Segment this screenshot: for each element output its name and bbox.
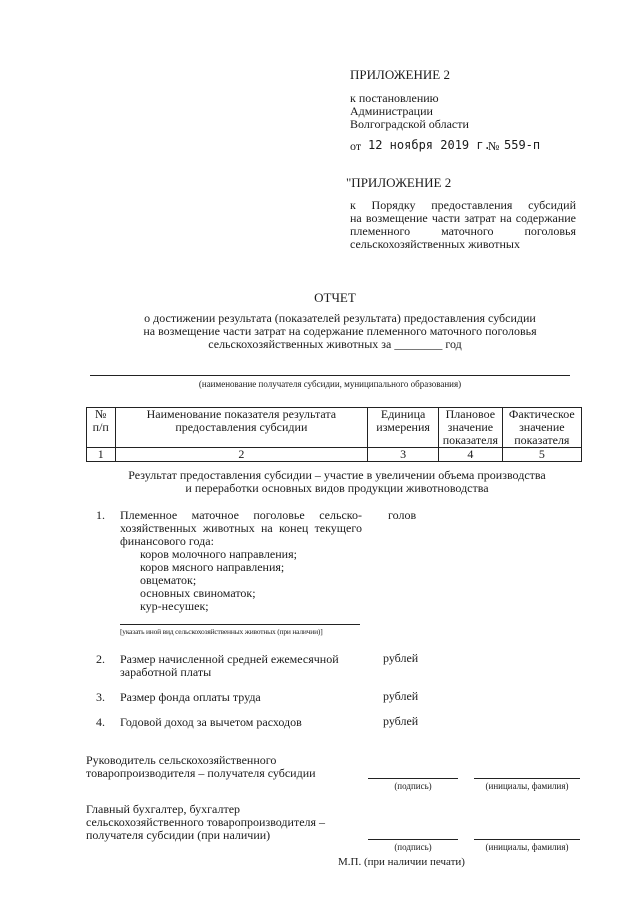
item-number: 2. [96,652,105,666]
order-line-2: на возмещение части затрат на содержание [350,211,576,225]
sub-item: кур-несушек; [140,599,209,613]
table-header-row [87,408,582,448]
item-unit: голов [388,508,417,522]
resolution-line-3: Волгоградской области [350,117,469,131]
recipient-caption: (наименование получателя субсидии, муниципального образования) [198,379,462,389]
item-text-line: Размер начисленной средней ежемесячной [120,652,339,666]
accountant-signature-line [368,839,458,840]
order-line-3: племенного маточного поголовья [350,224,576,238]
result-line-1: Результат предоставления субсидии – участие в увеличении объема производства [128,468,546,482]
item-text-line: хозяйственных животных на конец текущего [120,521,362,535]
item-number: 1. [96,508,105,522]
table-col-number: 4 [439,448,503,462]
report-subtitle-line-3: сельскохозяйственных животных за ________ год [208,337,462,351]
accountant-signature-caption: (подпись) [394,842,432,852]
accountant-name-line [474,839,580,840]
seal-note: М.П. (при наличии печати) [338,856,465,868]
number-prefix: № [488,139,500,153]
accountant-line-1: Главный бухгалтер, бухгалтер [86,802,241,816]
item-number: 4. [96,715,105,729]
table-header-planned: Плановое значение показателя [439,408,503,448]
report-subtitle-line-2: на возмещение части затрат на содержание племенного маточного поголовья [143,324,537,338]
report-subtitle-line-1: о достижении результата (показателей результата) предоставления субсидии [144,311,536,325]
table-col-number: 2 [115,448,368,462]
sub-item: основных свиноматок; [140,586,256,600]
accountant-name-caption: (инициалы, фамилия) [485,842,569,852]
other-animal-note: [указать иной вид сельскохозяйственных животных (при наличии)] [120,627,323,636]
item-text-line: Годовой доход за вычетом расходов [120,715,302,729]
table-col-number: 1 [87,448,116,462]
head-signatory-line-1: Руководитель сельскохозяйственного [86,753,277,767]
number-value: 559-п [504,138,541,152]
other-animal-line [120,624,360,625]
table-header-number: № п/п [87,408,116,448]
resolution-line-2: Администрации [350,104,433,118]
report-title: ОТЧЕТ [314,290,356,305]
table-col-number: 3 [368,448,439,462]
date-prefix: от [350,139,362,153]
head-signature-line [368,778,458,779]
table-number-row [87,448,582,462]
appendix-title: ПРИЛОЖЕНИЕ 2 [350,67,450,82]
indicator-table [86,407,582,462]
table-header-unit: Единица измерения [368,408,439,448]
accountant-line-3: получателя субсидии (при наличии) [86,828,271,842]
date-value: 12 ноября 2019 г. [368,138,491,152]
item-number: 3. [96,690,105,704]
head-name-line [474,778,580,779]
item-unit: рублей [383,651,419,665]
sub-item: коров молочного направления; [140,547,297,561]
item-text-line: Племенное маточное поголовье сельско- [120,508,362,522]
item-text-line: заработной платы [120,665,212,679]
table-header-actual: Фактическое значение показателя [502,408,581,448]
table-col-number: 5 [502,448,581,462]
order-line-1: к Порядку предоставления субсидий [350,198,576,212]
item-unit: рублей [383,689,419,703]
order-line-4: сельскохозяйственных животных [350,237,520,251]
head-signature-caption: (подпись) [394,781,432,791]
item-unit: рублей [383,714,419,728]
resolution-line-1: к постановлению [350,91,439,105]
item-text-line: финансового года: [120,534,214,548]
quoted-appendix-title: "ПРИЛОЖЕНИЕ 2 [346,175,452,190]
sub-item: овцематок; [140,573,197,587]
item-text-line: Размер фонда оплаты труда [120,690,261,704]
accountant-line-2: сельскохозяйственного товаропроизводителя – [86,815,326,829]
table-header-indicator: Наименование показателя результата предоставления субсидии [115,408,368,448]
sub-item: коров мясного направления; [140,560,285,574]
recipient-line [90,375,570,376]
result-line-2: и переработки основных видов продукции животноводства [185,481,489,495]
head-signatory-line-2: товаропроизводителя – получателя субсидии [86,766,316,780]
head-name-caption: (инициалы, фамилия) [485,781,569,791]
